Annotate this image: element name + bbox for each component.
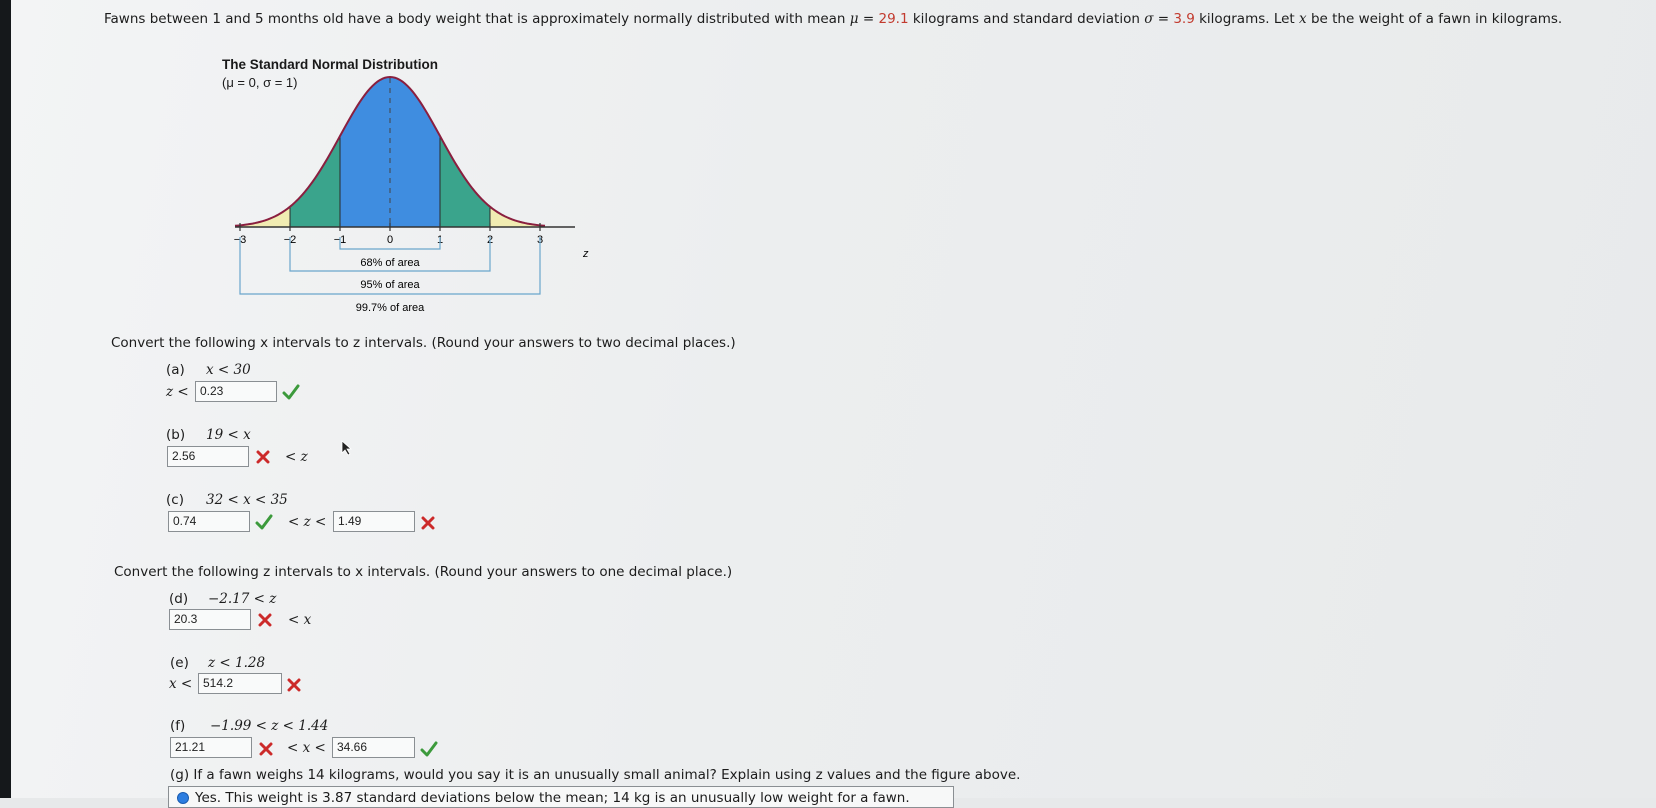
part-a-prefix: z < <box>166 384 189 400</box>
problem-statement: Fawns between 1 and 5 months old have a body weight that is approximately normally distributed with mean μ = 29.1 kilograms and standard deviation σ = 3.9 kilograms. Let x be the weight of a fawn in kilograms. <box>104 11 1563 27</box>
intro-text-b: kilograms and standard deviation <box>912 11 1140 27</box>
part-a-given: x < 30 <box>206 362 251 378</box>
bracket-997-label: 99.7% of area <box>355 302 425 314</box>
part-e-given: z < 1.28 <box>208 655 266 671</box>
axis-tick-label: 2 <box>486 234 494 246</box>
incorrect-x-icon <box>421 516 435 530</box>
part-c-given: 32 < x < 35 <box>206 492 288 508</box>
sigma-symbol: σ <box>1144 11 1154 27</box>
part-f-middle: < x < <box>287 740 326 756</box>
region-outer-left <box>235 207 290 227</box>
region-outer-right <box>490 207 545 227</box>
incorrect-x-icon <box>287 678 301 692</box>
incorrect-x-icon <box>259 742 273 756</box>
normal-distribution-figure <box>215 52 595 324</box>
section1-instructions: Convert the following x intervals to z intervals. (Round your answers to two decimal places.) <box>111 335 736 351</box>
part-f-input-lower[interactable]: 21.21 <box>170 737 252 758</box>
part-g-question <box>170 767 1020 783</box>
intro-text-c: kilograms. Let <box>1199 11 1295 27</box>
screen-bezel <box>0 0 11 798</box>
part-b-input[interactable]: 2.56 <box>167 446 249 467</box>
axis-tick-label: 1 <box>436 234 444 246</box>
part-d-label: (d) <box>169 591 189 607</box>
axis-tick-label: 3 <box>536 234 544 246</box>
part-b-suffix: < z <box>285 449 308 465</box>
part-e-input[interactable]: 514.2 <box>198 673 282 694</box>
bracket-68-label: 68% of area <box>360 257 420 269</box>
part-b-given: 19 < x <box>206 427 251 443</box>
correct-check-icon <box>255 514 273 530</box>
correct-check-icon <box>420 741 438 757</box>
part-f-input-upper[interactable]: 34.66 <box>332 737 415 758</box>
part-c-input-lower[interactable]: 0.74 <box>168 511 250 532</box>
sd-value: 3.9 <box>1173 11 1195 27</box>
bracket-95-label: 95% of area <box>360 279 420 291</box>
part-c-label: (c) <box>166 492 184 508</box>
axis-tick-label: 0 <box>386 234 394 246</box>
axis-label-z: z <box>583 248 589 260</box>
mouse-cursor-icon <box>341 440 353 456</box>
part-g-answer-option[interactable] <box>168 786 954 808</box>
part-c-middle: < z < <box>288 514 327 530</box>
part-f-given: −1.99 < z < 1.44 <box>210 718 329 734</box>
part-g-question-text: If a fawn weighs 14 kilograms, would you say it is an unusually small animal? Explain using z values and the figure above. <box>193 767 1021 783</box>
mu-symbol: μ <box>849 11 859 27</box>
part-e-label: (e) <box>170 655 189 671</box>
part-g-label: (g) <box>170 767 190 783</box>
part-c-input-upper[interactable]: 1.49 <box>333 511 415 532</box>
figure-subtitle: (μ = 0, σ = 1) <box>222 75 298 90</box>
part-b-label: (b) <box>166 427 186 443</box>
part-a-input[interactable]: 0.23 <box>195 381 277 402</box>
axis-tick-label: −1 <box>333 234 347 246</box>
part-f-label: (f) <box>170 718 186 734</box>
part-a-label: (a) <box>166 362 185 378</box>
part-d-given: −2.17 < z <box>208 591 277 607</box>
part-d-input[interactable]: 20.3 <box>169 609 251 630</box>
part-g-answer-text: Yes. This weight is 3.87 standard deviations below the mean; 14 kg is an unusually low weight for a fawn. <box>195 790 910 806</box>
part-e-prefix: x < <box>169 676 193 692</box>
incorrect-x-icon <box>256 450 270 464</box>
axis-tick-label: −2 <box>283 234 297 246</box>
radio-selected-icon[interactable] <box>177 792 189 804</box>
x-symbol: x <box>1299 11 1307 27</box>
correct-check-icon <box>282 384 300 400</box>
incorrect-x-icon <box>258 613 272 627</box>
section2-instructions: Convert the following z intervals to x intervals. (Round your answers to one decimal place.) <box>114 564 733 580</box>
intro-text-a: Fawns between 1 and 5 months old have a body weight that is approximately normally distributed with mean <box>104 11 846 27</box>
axis-tick-label: −3 <box>233 234 247 246</box>
figure-title: The Standard Normal Distribution <box>222 57 439 72</box>
intro-text-d: be the weight of a fawn in kilograms. <box>1310 11 1563 27</box>
part-d-suffix: < x <box>288 612 312 628</box>
mean-value: 29.1 <box>878 11 909 27</box>
